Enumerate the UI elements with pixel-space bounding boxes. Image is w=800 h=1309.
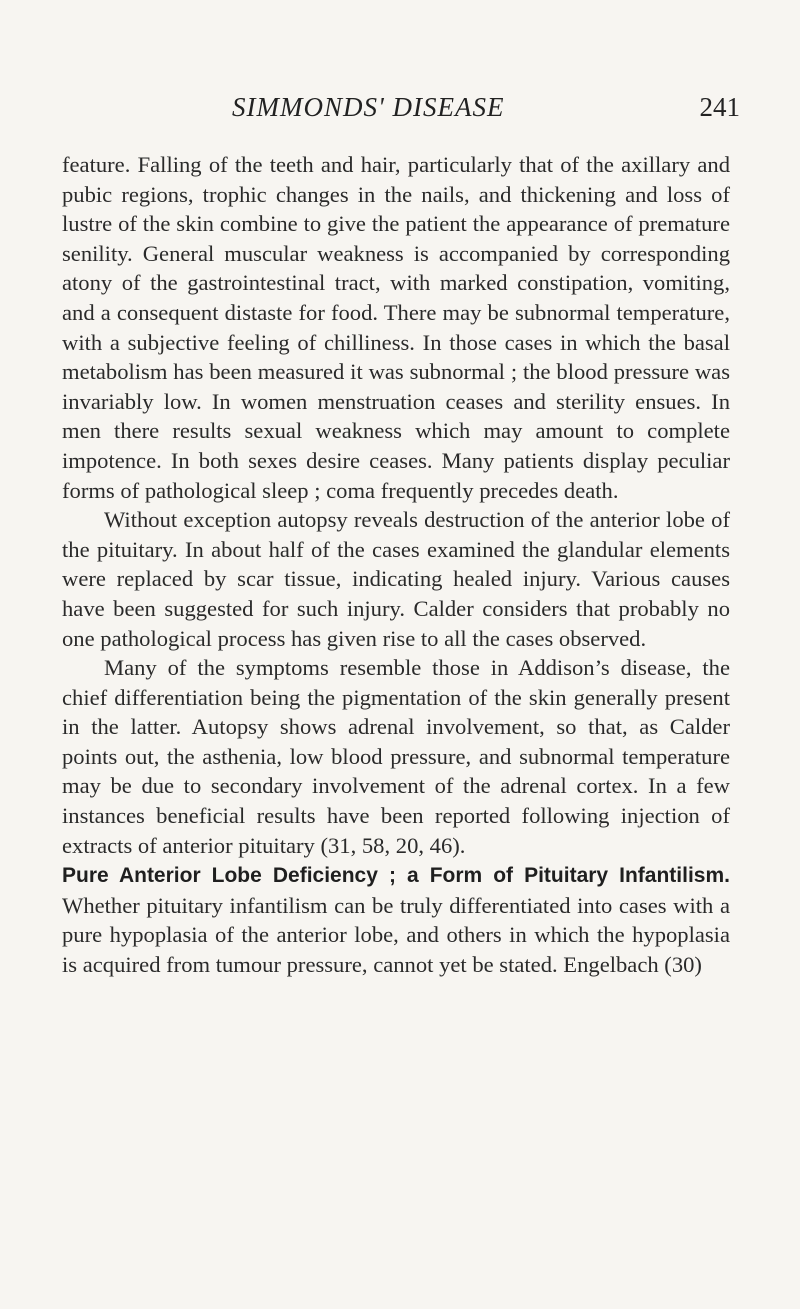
section-pure-anterior-lobe-deficiency xyxy=(62,860,730,979)
paragraph-autopsy: Without exception autopsy reveals destruction of the anterior lobe of the pituitary. In about half of the cases examined the glandular elements were replaced by scar tissue, indicating healed injury. Various causes have been suggested for such injury. Calder considers that probably no one pathological process has given rise to all the cases observed. xyxy=(62,507,730,651)
section-text: Whether pituitary infantilism can be truly differentiated into cases with a pure hypoplasia of the anterior lobe, and others in which the hypoplasia is acquired from tumour pressure, cannot yet be stated. Engelbach (30) xyxy=(62,892,730,978)
section-heading: Pure Anterior Lobe Deficiency ; a Form of Pituitary Infantilism. xyxy=(62,864,730,888)
running-head xyxy=(186,92,740,126)
page-number: 241 xyxy=(699,92,740,122)
body-text xyxy=(62,150,730,980)
running-head-title: SIMMONDS' DISEASE xyxy=(232,92,505,122)
paragraph-addison-comparison: Many of the symptoms resemble those in Addison’s disease, the chief differentiation being the pigmentation of the skin generally present in the latter. Autopsy shows adrenal involvement, so that, as Calder points out, the asthenia, low blood pressure, and subnormal temperature may be due to secondary involvement of the adrenal cortex. In a few instances beneficial results have been reported following injection of extracts of anterior pituitary (31, 58, 20, 46). xyxy=(62,655,730,858)
paragraph-continuation: feature. Falling of the teeth and hair, particularly that of the axillary and pubic regions, trophic changes in the nails, and thickening and loss of lustre of the skin combine to give the patient the appearance of premature senility. General muscular weakness is accompanied by corresponding atony of the gastrointestinal tract, with marked constipation, vomiting, and a consequent distaste for food. There may be subnormal temperature, with a subjective feeling of chilliness. In those cases in which the basal metabolism has been measured it was subnormal ; the blood pressure was invariably low. In women menstruation ceases and sterility ensues. In men there results sexual weakness which may amount to complete impotence. In both sexes desire ceases. Many patients display peculiar forms of pathological sleep ; coma frequently precedes death. xyxy=(62,152,730,503)
